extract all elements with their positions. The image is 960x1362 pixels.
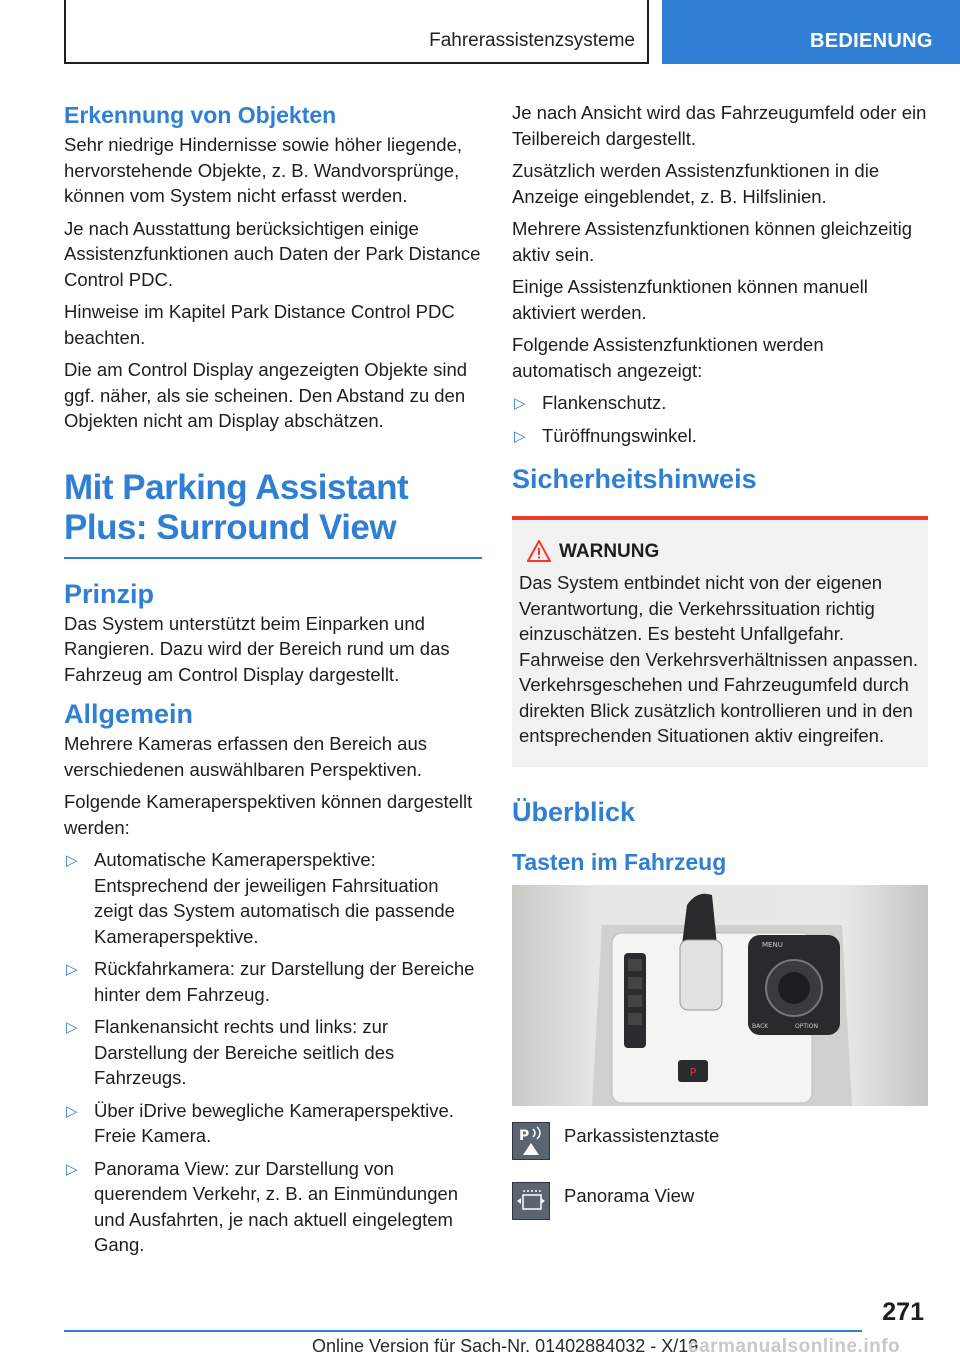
menu-label: MENU xyxy=(762,940,783,949)
chapter-tab[interactable] xyxy=(662,0,960,64)
bullet-triangle-icon: ▷ xyxy=(66,1102,78,1120)
legend-label: Panorama View xyxy=(564,1184,695,1206)
bullet-triangle-icon: ▷ xyxy=(66,852,78,869)
list-item: ▷ Rückfahrkamera: zur Darstellung der Bereiche hinter dem Fahrzeug. xyxy=(66,958,475,1005)
heading-ueberblick: Überblick xyxy=(512,796,636,827)
warning-box xyxy=(512,516,928,767)
bullet-triangle-icon: ▷ xyxy=(514,427,526,445)
heading-prinzip: Prinzip xyxy=(64,578,155,609)
paragraph: Mehrere Assistenzfunktionen können gleichzeitig aktiv sein. xyxy=(512,218,913,265)
paragraph: Hinweise im Kapitel Park Distance Control PDC beachten. xyxy=(64,301,455,348)
footer-divider xyxy=(64,1330,862,1332)
auto-function-list xyxy=(512,390,928,448)
list-item: ▷ Über iDrive bewegliche Kameraperspektive. Freie Kamera. xyxy=(66,1099,454,1146)
option-label: OPTION xyxy=(795,1022,818,1030)
center-console-illustration xyxy=(512,885,928,1106)
svg-text:P: P xyxy=(519,1127,530,1144)
bullet-triangle-icon: ▷ xyxy=(66,1160,78,1178)
paragraph: Folgende Kameraperspektiven können dargestellt werden: xyxy=(64,791,473,838)
right-column xyxy=(512,100,928,1242)
left-column xyxy=(64,100,482,1266)
paragraph: Je nach Ansicht wird das Fahrzeugumfeld oder ein Teilbereich dargestellt. xyxy=(512,102,927,149)
center-console-photo xyxy=(512,885,928,1106)
park-assist-icon xyxy=(512,1122,550,1160)
paragraph: Mehrere Kameras erfassen den Bereich aus verschiedenen auswählbaren Perspektiven. xyxy=(64,733,427,780)
paragraph: Die am Control Display angezeigten Objekte sind ggf. näher, als sie scheinen. Den Abstand zu den Objekten nicht am Display abschätzen. xyxy=(64,359,468,431)
warning-text: Das System entbindet nicht von der eigenen Verantwortung, die Verkehrssituation richtig einzuschätzen. Es besteht Unfallgefahr. Fahrweise den Verkehrsverhältnissen anpassen. Verkehrsgeschehen und Fahrzeugumfeld durch direkten Blick zusätzlich kontrollieren und in den entsprechenden Situationen aktiv eingreifen. xyxy=(519,572,919,746)
heading-sicherheitshinweis: Sicherheitshinweis xyxy=(512,464,757,494)
paragraph: Zusätzlich werden Assistenzfunktionen in die Anzeige eingeblendet, z. B. Hilfslinien. xyxy=(512,160,880,207)
bullet-triangle-icon: ▷ xyxy=(514,395,526,412)
heading-tasten: Tasten im Fahrzeug xyxy=(512,848,727,875)
paragraph: Das System unterstützt beim Einparken und Rangieren. Dazu wird der Bereich rund um das Fahrzeug am Control Display dargestellt. xyxy=(64,612,450,685)
paragraph: Sehr niedrige Hindernisse sowie höher liegende, hervorstehende Objekte, z. B. Wandvorsprünge, können vom System nicht erfasst werden. xyxy=(64,134,462,206)
section-tab[interactable] xyxy=(64,0,649,64)
list-item: ▷ Automatische Kameraperspektive: Entsprechend der jeweiligen Fahrsituation zeigt das System automatisch die passende Kameraperspektive. xyxy=(66,849,455,947)
bullet-triangle-icon: ▷ xyxy=(66,1019,78,1036)
paragraph: Je nach Ausstattung berücksichtigen einige Assistenzfunktionen auch Daten der Park Distance Control PDC. xyxy=(64,217,481,290)
footer-version-text: Online Version für Sach-Nr. 01402884032 - X/19 xyxy=(312,1336,699,1356)
list-item: ▷ Flankenansicht rechts und links: zur Darstellung der Bereiche seitlich des Fahrzeugs. xyxy=(66,1016,395,1088)
page-number: 271 xyxy=(882,1298,924,1326)
list-item: ▷ Panorama View: zur Darstellung von querendem Verkehr, z. B. an Einmündungen und Ausfahrten, je nach aktuell eingelegtem Gang. xyxy=(66,1157,459,1255)
legend-label: Parkassistenztaste xyxy=(564,1124,720,1146)
heading-erkennung: Erkennung von Objekten xyxy=(64,102,337,128)
legend-row xyxy=(512,1122,928,1182)
list-item: ▷ Flankenschutz. xyxy=(512,390,928,416)
warning-triangle-icon xyxy=(527,540,551,562)
svg-text:P: P xyxy=(689,1065,697,1079)
chapter-title: BEDIENUNG xyxy=(810,30,933,52)
panorama-view-icon xyxy=(512,1182,550,1220)
list-item: ▷ Türöffnungswinkel. xyxy=(512,423,928,449)
legend-row xyxy=(512,1182,928,1242)
main-heading-block xyxy=(64,468,482,559)
paragraph: Einige Assistenzfunktionen können manuell aktiviert werden. xyxy=(512,276,868,323)
watermark: carmanualsonline.info xyxy=(688,1336,901,1357)
page-header xyxy=(0,0,960,66)
back-label: BACK xyxy=(752,1022,769,1030)
bullet-triangle-icon: ▷ xyxy=(66,961,78,978)
paragraph: Folgende Assistenzfunktionen werden automatisch angezeigt: xyxy=(512,334,824,381)
heading-allgemein: Allgemein xyxy=(64,699,194,729)
section-title: Fahrerassistenzsysteme xyxy=(429,30,635,51)
main-heading: Mit Parking Assistant Plus: Surround View xyxy=(64,467,409,547)
camera-perspective-list xyxy=(64,847,482,1258)
warning-title: WARNUNG xyxy=(519,540,920,564)
